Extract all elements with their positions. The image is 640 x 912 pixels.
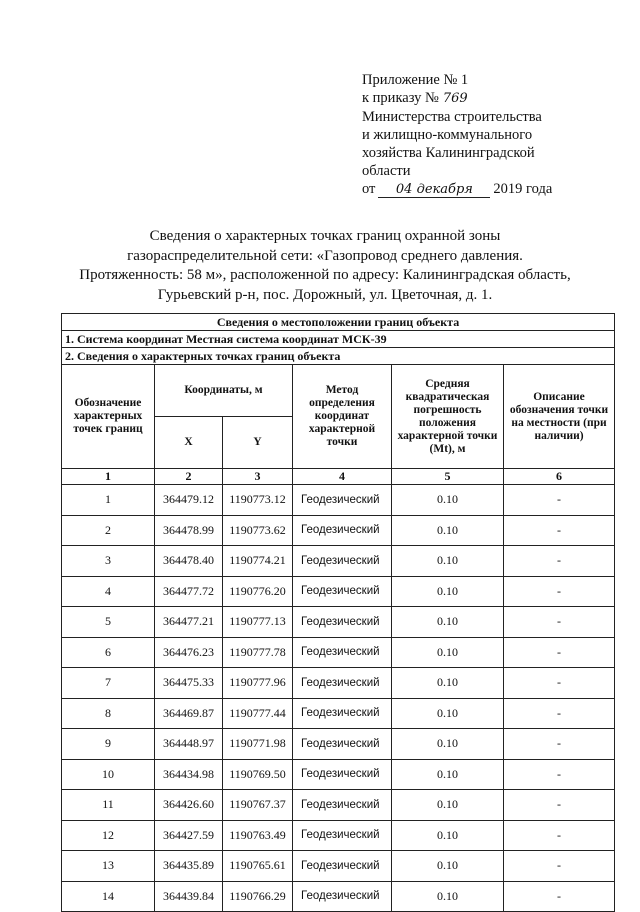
table-row <box>62 576 615 607</box>
document-title <box>40 227 610 305</box>
cell-coord-x: 364427.59 <box>155 820 223 851</box>
cell-point-id: 14 <box>62 881 155 912</box>
cell-description: - <box>504 637 615 668</box>
title-line: Гурьевский р-н, пос. Дорожный, ул. Цветочная, д. 1. <box>157 286 493 303</box>
cell-coord-y: 1190767.37 <box>223 790 293 821</box>
cell-coord-y: 1190774.21 <box>223 546 293 577</box>
cell-mean-error: 0.10 <box>392 668 504 699</box>
header-row <box>62 365 615 417</box>
cell-point-id: 12 <box>62 820 155 851</box>
table-row <box>62 637 615 668</box>
ministry-line: области <box>362 163 411 179</box>
cell-mean-error: 0.10 <box>392 698 504 729</box>
section-title-row <box>62 314 615 331</box>
cell-method: Геодезический <box>293 637 392 668</box>
cell-method: Геодезический <box>293 576 392 607</box>
header-description: Описание обозначения точки на местности (при наличии) <box>504 365 615 469</box>
cell-description: - <box>504 668 615 699</box>
coord-system: 1. Система координат Местная система координат МСК-39 <box>62 331 615 348</box>
table-row <box>62 851 615 882</box>
header-x: X <box>155 417 223 469</box>
table-row <box>62 515 615 546</box>
cell-coord-x: 364448.97 <box>155 729 223 760</box>
cell-mean-error: 0.10 <box>392 729 504 760</box>
cell-point-id: 9 <box>62 729 155 760</box>
cell-point-id: 10 <box>62 759 155 790</box>
column-numbers-row <box>62 469 615 485</box>
cell-coord-y: 1190777.78 <box>223 637 293 668</box>
table-row <box>62 546 615 577</box>
cell-coord-y: 1190777.13 <box>223 607 293 638</box>
order-prefix: к приказу № <box>362 90 439 106</box>
header-method: Метод определения координат характерной точки <box>293 365 392 469</box>
cell-method: Геодезический <box>293 485 392 516</box>
cell-description: - <box>504 576 615 607</box>
cell-coord-y: 1190766.29 <box>223 881 293 912</box>
cell-method: Геодезический <box>293 759 392 790</box>
cell-method: Геодезический <box>293 729 392 760</box>
cell-point-id: 8 <box>62 698 155 729</box>
cell-coord-x: 364476.23 <box>155 637 223 668</box>
table-body <box>62 485 615 912</box>
order-number-handwritten: 769 <box>442 91 468 106</box>
cell-coord-x: 364475.33 <box>155 668 223 699</box>
cell-description: - <box>504 546 615 577</box>
cell-point-id: 5 <box>62 607 155 638</box>
table-row <box>62 729 615 760</box>
ministry-line: Министерства строительства <box>362 109 542 125</box>
appendix-line: Приложение № 1 <box>362 72 469 88</box>
points-section: 2. Сведения о характерных точках границ объекта <box>62 348 615 365</box>
cell-method: Геодезический <box>293 851 392 882</box>
column-number: 4 <box>293 469 392 485</box>
cell-mean-error: 0.10 <box>392 820 504 851</box>
cell-point-id: 13 <box>62 851 155 882</box>
cell-description: - <box>504 515 615 546</box>
header-y: Y <box>223 417 293 469</box>
cell-description: - <box>504 790 615 821</box>
cell-coord-y: 1190771.98 <box>223 729 293 760</box>
cell-coord-y: 1190773.62 <box>223 515 293 546</box>
table-row <box>62 698 615 729</box>
column-number: 2 <box>155 469 223 485</box>
cell-coord-x: 364479.12 <box>155 485 223 516</box>
cell-mean-error: 0.10 <box>392 851 504 882</box>
cell-coord-y: 1190777.96 <box>223 668 293 699</box>
date-line <box>362 180 632 198</box>
cell-coord-x: 364439.84 <box>155 881 223 912</box>
cell-description: - <box>504 851 615 882</box>
table-row <box>62 485 615 516</box>
cell-mean-error: 0.10 <box>392 637 504 668</box>
table-row <box>62 607 615 638</box>
cell-coord-x: 364434.98 <box>155 759 223 790</box>
cell-point-id: 1 <box>62 485 155 516</box>
cell-coord-x: 364435.89 <box>155 851 223 882</box>
ministry-line: и жилищно-коммунального <box>362 127 533 143</box>
header-point-id: Обозначение характерных точек границ <box>62 365 155 469</box>
title-line: Протяженность: 58 м», расположенной по адресу: Калининградская область, <box>79 267 571 283</box>
appendix-block <box>362 71 632 198</box>
cell-mean-error: 0.10 <box>392 607 504 638</box>
cell-description: - <box>504 820 615 851</box>
table-row <box>62 668 615 699</box>
cell-coord-y: 1190776.20 <box>223 576 293 607</box>
points-table <box>61 313 615 912</box>
section-title: Сведения о местоположении границ объекта <box>62 314 615 331</box>
date-handwritten: 04 декабря <box>378 183 490 198</box>
header-error: Средняя квадратическая погрешность положения характерной точки (Mt), м <box>392 365 504 469</box>
cell-description: - <box>504 607 615 638</box>
cell-point-id: 3 <box>62 546 155 577</box>
cell-coord-x: 364478.99 <box>155 515 223 546</box>
cell-method: Геодезический <box>293 668 392 699</box>
cell-method: Геодезический <box>293 607 392 638</box>
cell-method: Геодезический <box>293 515 392 546</box>
cell-method: Геодезический <box>293 698 392 729</box>
cell-mean-error: 0.10 <box>392 485 504 516</box>
cell-mean-error: 0.10 <box>392 759 504 790</box>
column-number: 6 <box>504 469 615 485</box>
table-row <box>62 881 615 912</box>
cell-coord-y: 1190763.49 <box>223 820 293 851</box>
cell-coord-x: 364469.87 <box>155 698 223 729</box>
cell-coord-x: 364478.40 <box>155 546 223 577</box>
cell-method: Геодезический <box>293 790 392 821</box>
cell-mean-error: 0.10 <box>392 515 504 546</box>
cell-coord-x: 364477.21 <box>155 607 223 638</box>
date-suffix: 2019 года <box>493 181 553 197</box>
cell-point-id: 6 <box>62 637 155 668</box>
cell-point-id: 2 <box>62 515 155 546</box>
cell-point-id: 11 <box>62 790 155 821</box>
order-line <box>362 89 632 108</box>
column-number: 1 <box>62 469 155 485</box>
header-coords: Координаты, м <box>155 365 293 417</box>
table-row <box>62 759 615 790</box>
title-line: Сведения о характерных точках границ охранной зоны <box>149 228 501 244</box>
cell-point-id: 7 <box>62 668 155 699</box>
table-row <box>62 790 615 821</box>
cell-coord-x: 364426.60 <box>155 790 223 821</box>
date-prefix: от <box>362 181 376 197</box>
ministry-line: хозяйства Калининградской <box>362 145 535 161</box>
cell-description: - <box>504 698 615 729</box>
cell-mean-error: 0.10 <box>392 881 504 912</box>
cell-method: Геодезический <box>293 546 392 577</box>
coord-system-row <box>62 331 615 348</box>
cell-coord-y: 1190773.12 <box>223 485 293 516</box>
cell-mean-error: 0.10 <box>392 790 504 821</box>
cell-description: - <box>504 485 615 516</box>
cell-description: - <box>504 759 615 790</box>
cell-description: - <box>504 881 615 912</box>
column-number: 5 <box>392 469 504 485</box>
cell-description: - <box>504 729 615 760</box>
column-number: 3 <box>223 469 293 485</box>
cell-method: Геодезический <box>293 881 392 912</box>
points-section-row <box>62 348 615 365</box>
cell-coord-y: 1190765.61 <box>223 851 293 882</box>
cell-mean-error: 0.10 <box>392 576 504 607</box>
cell-coord-y: 1190769.50 <box>223 759 293 790</box>
cell-coord-y: 1190777.44 <box>223 698 293 729</box>
cell-mean-error: 0.10 <box>392 546 504 577</box>
title-line: газораспределительной сети: «Газопровод среднего давления. <box>127 247 523 264</box>
cell-method: Геодезический <box>293 820 392 851</box>
cell-coord-x: 364477.72 <box>155 576 223 607</box>
table-row <box>62 820 615 851</box>
cell-point-id: 4 <box>62 576 155 607</box>
